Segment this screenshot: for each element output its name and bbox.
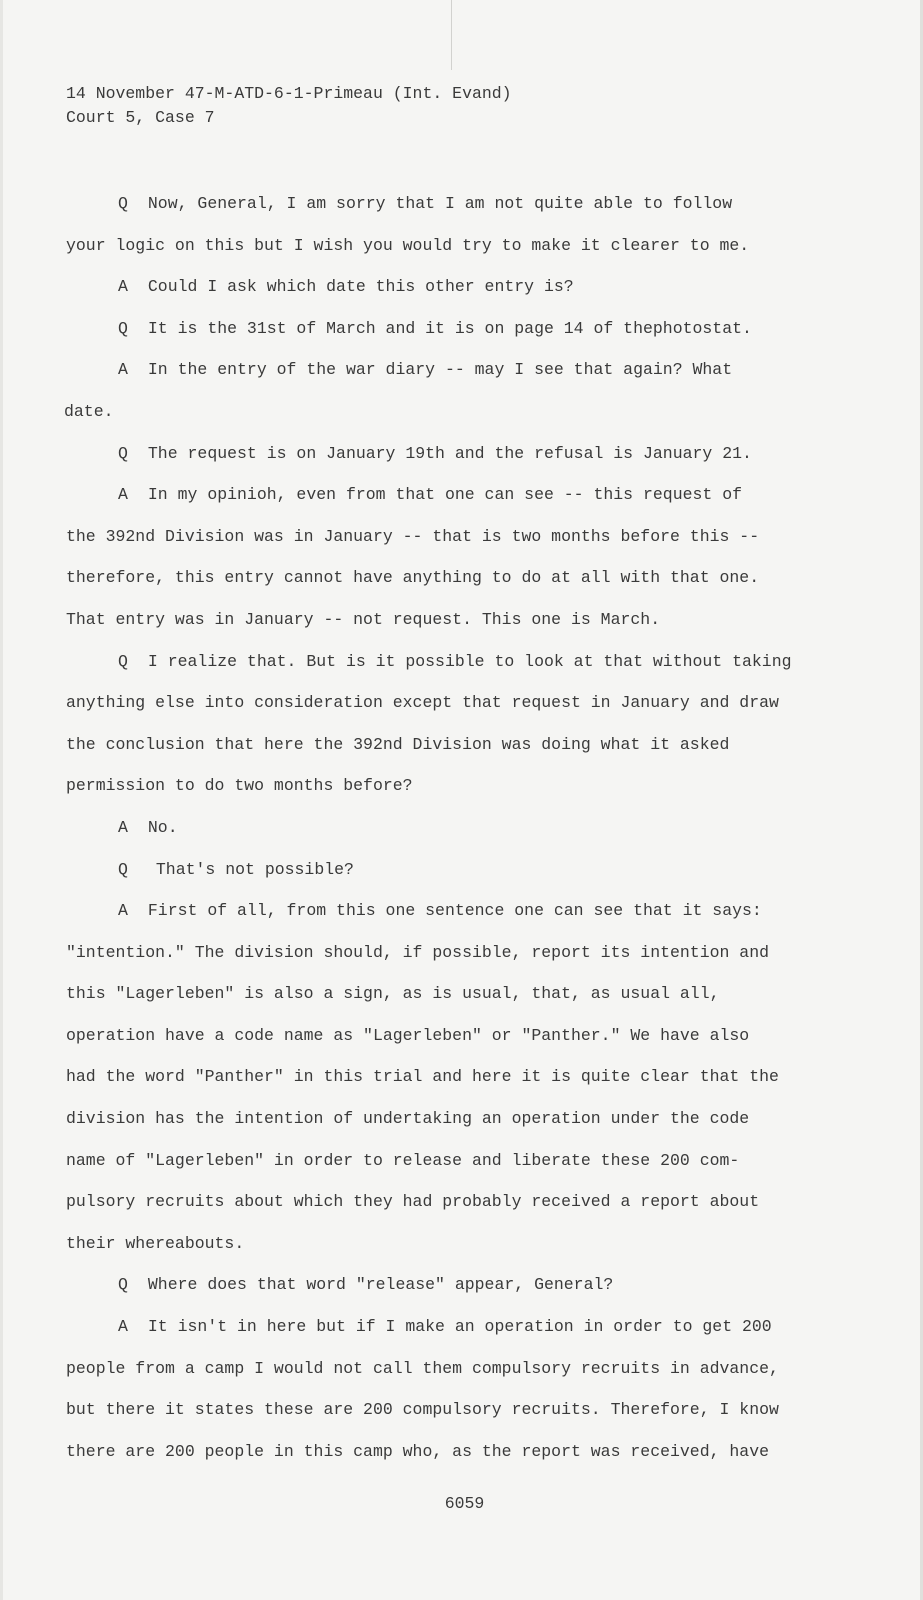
transcript-line [66,890,826,932]
transcript-line [66,433,826,475]
transcript-line [66,1431,826,1473]
line-text: No. [147,817,178,837]
speaker-label: A [118,1317,128,1337]
transcript-line [66,1223,826,1265]
speaker-label: A [118,901,128,921]
header-line-2: Court 5, Case 7 [66,108,215,127]
line-text: In my opinioh, even from that one can see -- this request of [147,485,743,505]
line-text: The request is on January 19th and the refusal is January 21. [147,443,752,463]
transcript-line [66,599,826,641]
speaker-label: Q [118,1275,128,1295]
transcript-body [66,183,826,1472]
line-text: "intention." The division should, if possible, report its intention and [66,942,770,962]
line-text: I realize that. But is it possible to look at that without taking [147,651,792,671]
line-text: their whereabouts. [66,1233,245,1253]
transcript-line [66,724,826,766]
transcript-line [66,1264,826,1306]
speaker-label: A [118,817,128,837]
header-line-1: 14 November 47-M-ATD-6-1-Primeau (Int. Evand) [66,84,512,103]
transcript-line [66,1015,826,1057]
transcript-line [66,557,826,599]
transcript-line [66,1140,826,1182]
line-text: It isn't in here but if I make an operation in order to get 200 [147,1317,772,1337]
transcript-line [66,516,826,558]
transcript-line [66,1306,826,1348]
transcript-line [66,932,826,974]
speaker-label: A [118,277,128,297]
line-text: Could I ask which date this other entry is? [147,277,574,297]
document-header [66,82,512,130]
line-text: therefore, this entry cannot have anything to do at all with that one. [66,568,760,588]
transcript-line [66,765,826,807]
transcript-line [66,1389,826,1431]
transcript-line [66,1056,826,1098]
line-text: Now, General, I am sorry that I am not quite able to follow [147,194,733,213]
transcript-line [66,807,826,849]
transcript-line [66,1348,826,1390]
line-text: people from a camp I would not call them compulsory recruits in advance, [66,1358,779,1378]
speaker-label: Q [118,318,128,338]
line-text: your logic on this but I wish you would try to make it clearer to me. [66,235,750,255]
page-number: 6059 [444,1494,485,1513]
line-text: the conclusion that here the 392nd Division was doing what it asked [66,734,730,754]
line-text: That entry was in January -- not request. This one is March. [66,609,661,629]
line-text: operation have a code name as "Lagerleben" or "Panther." We have also [66,1025,750,1045]
transcript-line [66,225,826,267]
line-text: name of "Lagerleben" in order to release and liberate these 200 com- [66,1150,740,1170]
speaker-label: Q [118,859,128,879]
line-text: had the word "Panther" in this trial and here it is quite clear that the [66,1067,779,1087]
speaker-label: A [118,485,128,505]
transcript-line [66,349,826,391]
page-fold-line [451,0,452,70]
line-text: there are 200 people in this camp who, as the report was received, have [66,1441,770,1461]
line-text: Where does that word "release" appear, General? [147,1275,614,1295]
speaker-label: Q [118,194,128,213]
line-text: It is the 31st of March and it is on page 14 of thephotostat. [147,318,752,338]
transcript-line [66,849,826,891]
line-text: In the entry of the war diary -- may I see that again? What [147,360,733,380]
line-text: pulsory recruits about which they had probably received a report about [66,1192,760,1212]
line-text: division has the intention of undertaking an operation under the code [66,1109,750,1129]
line-text: but there it states these are 200 compulsory recruits. Therefore, I know [66,1400,779,1420]
line-text: anything else into consideration except that request in January and draw [66,693,779,713]
speaker-label: A [118,360,128,380]
line-text: this "Lagerleben" is also a sign, as is usual, that, as usual all, [66,984,720,1004]
line-text: permission to do two months before? [66,776,413,796]
transcript-line [66,308,826,350]
line-text: date. [64,401,114,421]
speaker-label: Q [118,443,128,463]
line-text: the 392nd Division was in January -- that is two months before this -- [66,526,760,546]
transcript-line [66,973,826,1015]
line-text: That's not possible? [155,859,354,879]
transcript-line [66,1098,826,1140]
line-text: First of all, from this one sentence one can see that it says: [147,901,762,921]
transcript-line [66,183,826,225]
speaker-label: Q [118,651,128,671]
transcript-line [66,474,826,516]
transcript-line [66,682,826,724]
transcript-line [64,391,826,433]
transcript-line [66,641,826,683]
transcript-line [66,266,826,308]
transcript-line [66,1181,826,1223]
